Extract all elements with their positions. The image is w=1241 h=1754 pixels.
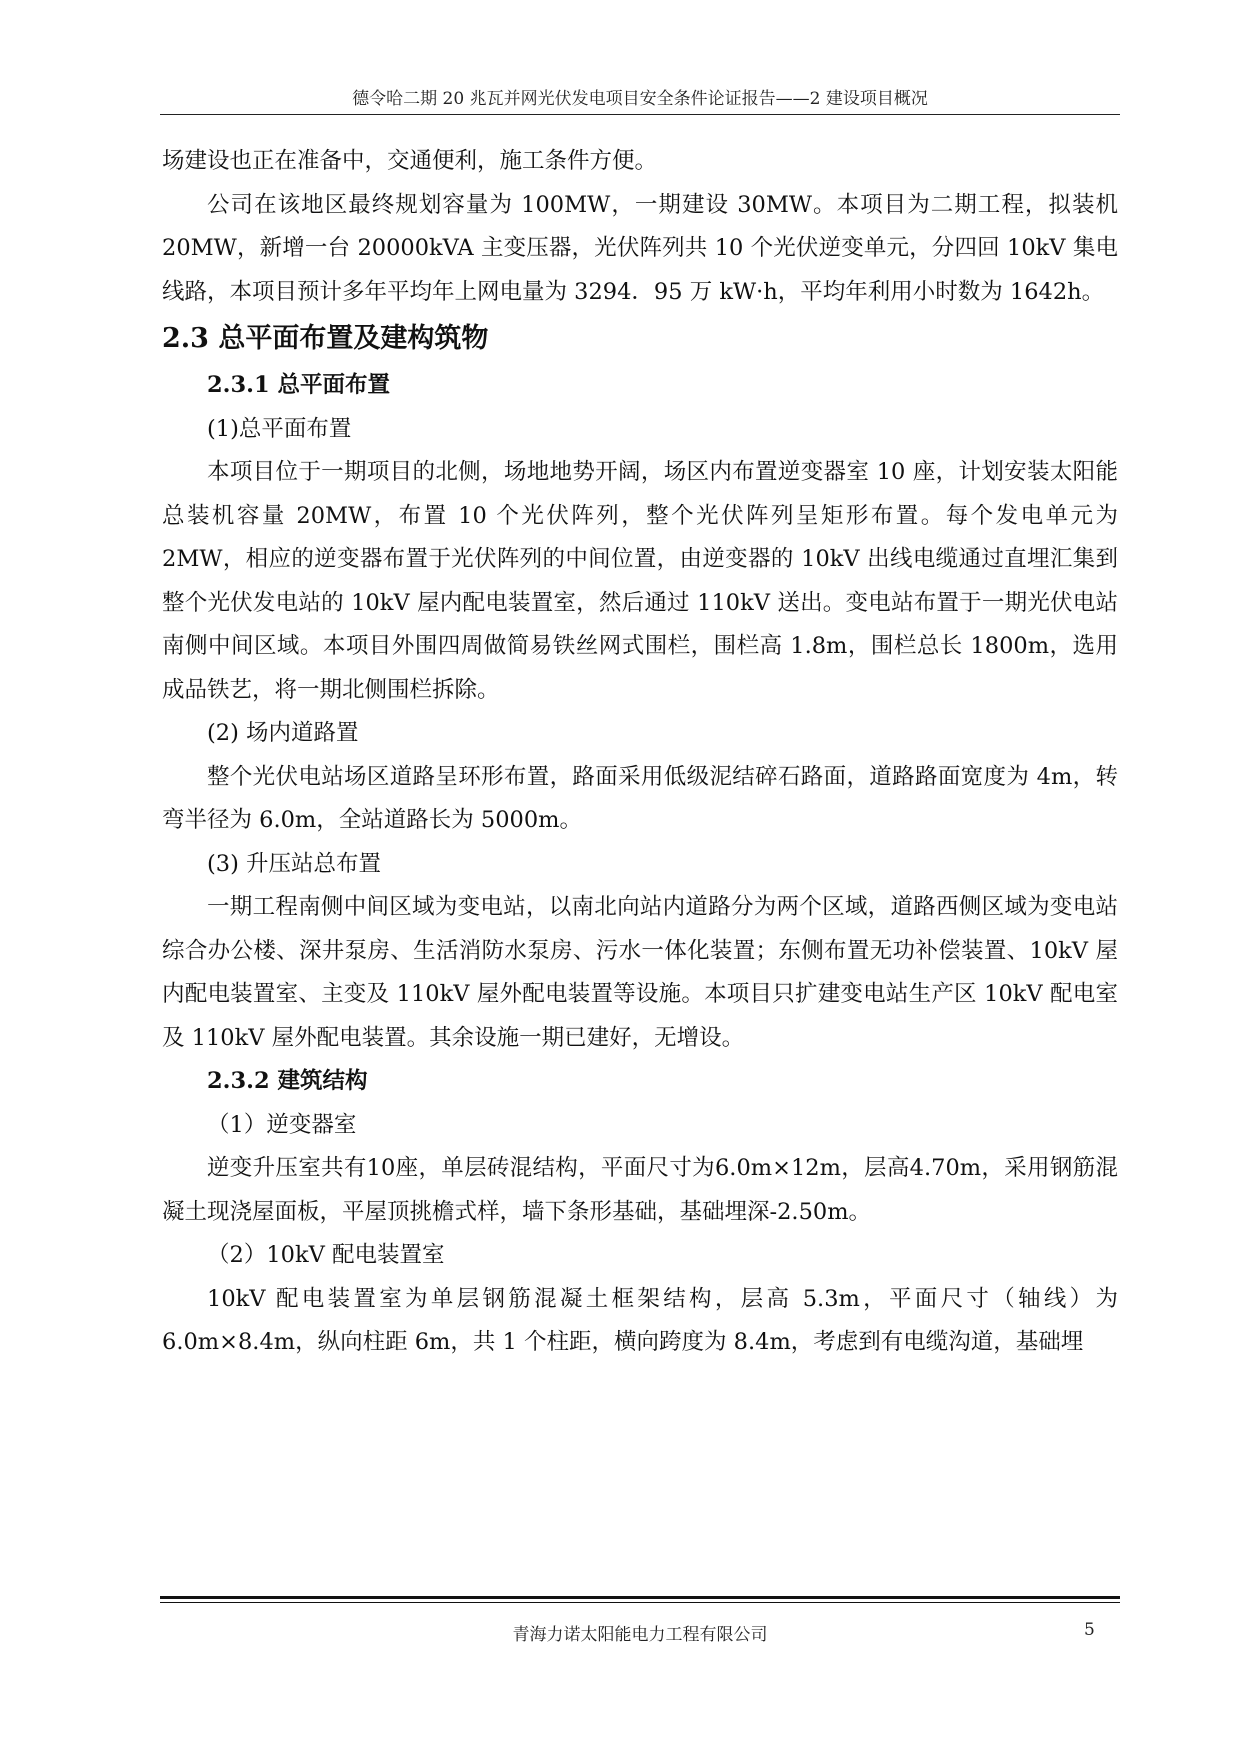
paragraph: 场建设也正在准备中，交通便利，施工条件方便。: [162, 148, 658, 174]
page-header: 德令哈二期 20 兆瓦并网光伏发电项目安全条件论证报告——2 建设项目概况: [352, 89, 928, 109]
paragraph: 一期工程南侧中间区域为变电站，以南北向站内道路分为两个区域，道路西侧区域为变电站综合办公楼、深井泵房、生活消防水泵房、污水一体化装置；东侧布置无功补偿装置、10kV 屋内配电装置室、主变及 110kV 屋外配电装置等设施。本项目只扩建变电站生产区 10kV 配电室及 110kV 屋外配电装置。其余设施一期已建好，无增设。: [162, 894, 1118, 1051]
item-label: (3) 升压站总布置: [207, 850, 382, 877]
footer-rule-thin: [160, 1602, 1120, 1603]
item-label: （2）10kV 配电装置室: [207, 1242, 445, 1268]
paragraph: 本项目位于一期项目的北侧，场地地势开阔，场区内布置逆变器室 10 座，计划安装太阳能总装机容量 20MW，布置 10 个光伏阵列，整个光伏阵列呈矩形布置。每个发电单元为 2MW，相应的逆变器布置于光伏阵列的中间位置，由逆变器的 10kV 出线电缆通过直埋汇集到整个光伏发电站的 10kV 屋内配电装置室，然后通过 110kV 送出。变电站布置于一期光伏电站南侧中间区域。本项目外围四周做简易铁丝网式围栏，围栏高 1.8m，围栏总长 1800m，选用成品铁艺，将一期北侧围栏拆除。: [162, 459, 1118, 703]
paragraph: 公司在该地区最终规划容量为 100MW，一期建设 30MW。本项目为二期工程，拟装机 20MW，新增一台 20000kVA 主变压器，光伏阵列共 10 个光伏逆变单元，分四回 10kV 集电线路，本项目预计多年平均年上网电量为 3294．95 万 kW·h，平均年利用小时数为 1642h。: [162, 191, 1118, 305]
page-number: 5: [1084, 1620, 1095, 1640]
footer-company: 青海力诺太阳能电力工程有限公司: [512, 1625, 768, 1645]
subsection-heading: 2.3.1 总平面布置: [207, 372, 390, 398]
item-label: （1）逆变器室: [207, 1111, 357, 1138]
paragraph: 10kV 配电装置室为单层钢筋混凝土框架结构，层高 5.3m，平面尺寸（轴线）为 6.0m×8.4m，纵向柱距 6m，共 1 个柱距，横向跨度为 8.4m，考虑到有电缆沟道，基础埋: [162, 1285, 1118, 1355]
paragraph: 逆变升压室共有10座，单层砖混结构，平面尺寸为6.0m×12m，层高4.70m，采用钢筋混凝土现浇屋面板，平屋顶挑檐式样，墙下条形基础，基础埋深-2.50m。: [162, 1155, 1118, 1225]
item-label: (2) 场内道路置: [207, 720, 359, 746]
paragraph: 整个光伏电站场区道路呈环形布置，路面采用低级泥结碎石路面，道路路面宽度为 4m，转弯半径为 6.0m，全站道路长为 5000m。: [162, 763, 1118, 833]
section-title: 2.3 总平面布置及建构筑物: [162, 323, 489, 354]
document-body: [162, 140, 1118, 1365]
footer-rule-thick: [160, 1596, 1120, 1599]
subsection-heading: 2.3.2 建筑结构: [207, 1068, 368, 1094]
header-rule: [160, 114, 1120, 115]
item-label: (1)总平面布置: [207, 415, 352, 442]
